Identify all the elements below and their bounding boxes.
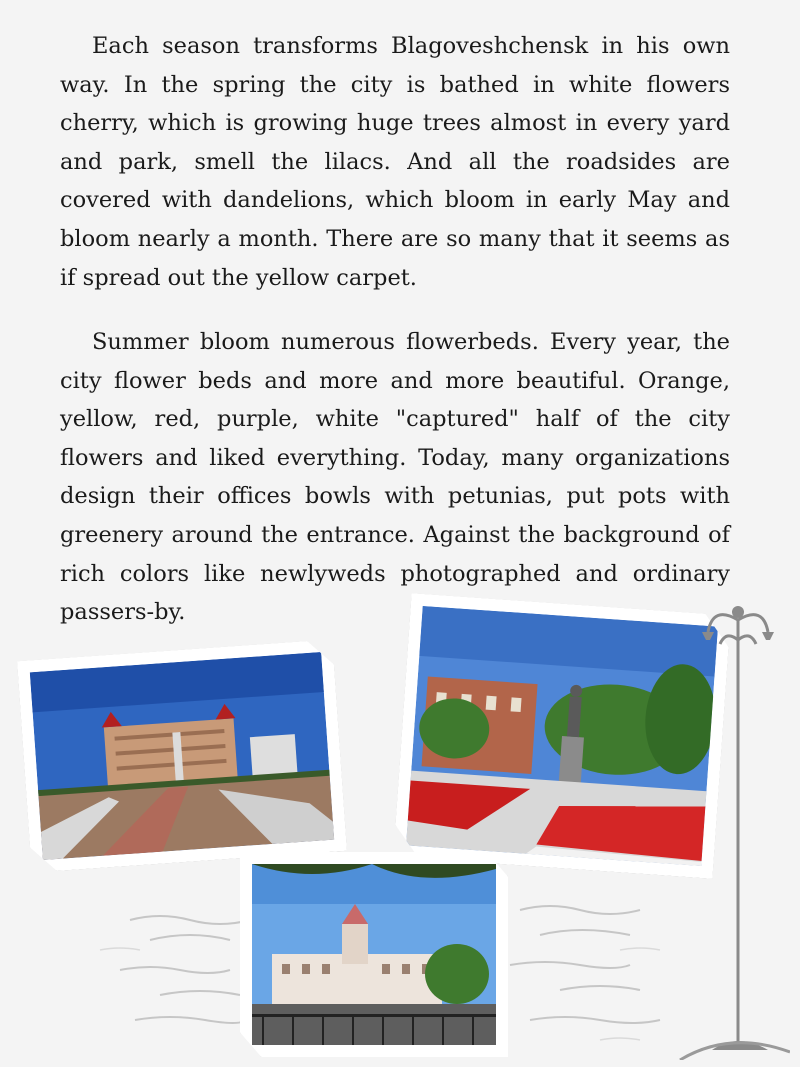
historic-building-image [252,864,496,1045]
historic-building-photo [240,852,508,1057]
paragraph-spring: Each season transforms Blagoveshchensk in his own way. In the spring the city is bathed in white flowers cherry, which is growing huge trees almost in every yard and park, smell the lilacs. And all the roadsides are covered with dandelions, which bloom in early May and bloom nearly a month. There are so many that it seems as if spread out the yellow carpet. [60,33,730,291]
paragraph-summer: Summer bloom numerous flowerbeds. Every year, the city flower beds and more and more beautiful. Orange, yellow, red, purple, white "captured" half of the city flowers and liked everything. Today, many organizations design their offices bowls with petunias, put pots with greenery around the entrance. Against the background of rich colors like newlyweds photographed and ordinary passers-by. [60,329,730,626]
memorial-square-photo [17,639,347,873]
street-lamp-icon [660,590,790,1060]
memorial-square-image [30,652,334,860]
